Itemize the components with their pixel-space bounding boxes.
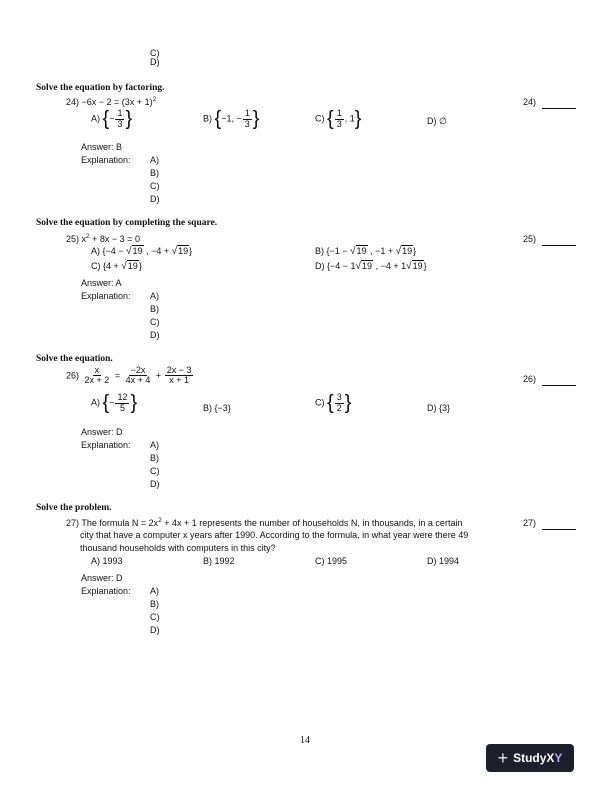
q27-answer: Answer: D xyxy=(81,573,123,583)
q24-exp-d: D) xyxy=(150,194,160,204)
q26-exp-d: D) xyxy=(150,479,160,489)
q27-exp-a: A) xyxy=(150,586,159,596)
q27-option-a: A) 1993 xyxy=(91,556,123,566)
q26-answer-blank[interactable] xyxy=(542,385,576,386)
q24-exp-b: B) xyxy=(150,168,159,178)
q24-explanation-label: Explanation: xyxy=(81,155,131,165)
q24-option-b: B) {−1, − $\frac{1}{3}$ } xyxy=(203,108,260,130)
q26-option-c: C) { $\frac{3}{2}$ } xyxy=(315,392,352,414)
top-option-d: D) xyxy=(150,57,160,67)
q25-exp-b: B) xyxy=(150,304,159,314)
section-heading-completing: Solve the equation by completing the square. xyxy=(36,218,218,228)
q24-question xyxy=(66,96,156,107)
logo-text-a: StudyX xyxy=(513,751,555,765)
section-heading-factoring: Solve the equation by factoring. xyxy=(36,83,165,93)
q27-explanation-label: Explanation: xyxy=(81,586,131,596)
q24-exponent: 2 xyxy=(152,96,157,103)
q26-exp-c: C) xyxy=(150,466,160,476)
q24-answer-blank[interactable] xyxy=(542,108,576,109)
q26-exp-b: B) xyxy=(150,453,159,463)
q25-option-d: D) {−4 − 1√19 , −4 + 1√19} xyxy=(315,261,427,272)
q25-answer-number: 25) xyxy=(523,234,537,244)
q27-answer-number: 27) xyxy=(523,518,537,528)
q27-option-b: B) 1992 xyxy=(203,556,235,566)
q24-answer-number: 24) xyxy=(523,97,537,107)
q24-option-c: C) { $\frac{1}{3}$ , 1} xyxy=(315,108,362,130)
q24-exp-c: C) xyxy=(150,181,160,191)
q25-answer: Answer: A xyxy=(81,278,122,288)
q27-option-d: D) 1994 xyxy=(427,556,460,566)
q26-exp-a: A) xyxy=(150,440,159,450)
q25-option-b: B) {−1 − √19 , −1 + √19} xyxy=(315,246,417,257)
q26-answer-number: 26) xyxy=(523,374,537,384)
q24-equation: −6x − 2 = (3x + 1) xyxy=(81,97,153,107)
q26-question: 26) $\frac{x}{2x + 2}$ = $\frac{-2x}{4x + 4}$ + $\frac{2x - 3}{x + 1}$ xyxy=(66,365,192,386)
q25-option-c: C) {4 + √19} xyxy=(91,261,142,272)
q26-answer: Answer: D xyxy=(81,427,123,437)
q24-option-a: A) {− $\frac{1}{3}$ } xyxy=(91,108,133,130)
section-heading-problem: Solve the problem. xyxy=(36,503,112,513)
studyxy-logo[interactable] xyxy=(486,744,574,772)
page-number: 14 xyxy=(300,735,310,746)
q27-answer-blank[interactable] xyxy=(542,529,576,530)
top-option-c: C) xyxy=(150,48,160,58)
q26-option-a: A) {− $\frac{12}{5}$ } xyxy=(91,392,138,414)
q27-exp-d: D) xyxy=(150,625,160,635)
q27-option-c: C) 1995 xyxy=(315,556,348,566)
q26-option-d: D) {3} xyxy=(427,403,451,413)
q27-question-line2: city that have a computer x years after 1990. According to the formula, in what year were there 49 xyxy=(80,530,469,540)
q25-explanation-label: Explanation: xyxy=(81,291,131,301)
empty-set-icon: ∅ xyxy=(439,116,447,126)
q27-question-line1: 27) The formula $N = 2x^2 + 4x + 1$ represents the number of households N, in thousands, in a certain xyxy=(66,517,463,528)
plus-icon: + xyxy=(497,747,509,768)
q27-exp-c: C) xyxy=(150,612,160,622)
q26-explanation-label: Explanation: xyxy=(81,440,131,450)
q25-exp-c: C) xyxy=(150,317,160,327)
q26-option-b: B) {−3} xyxy=(203,403,231,413)
q24-exp-a: A) xyxy=(150,155,159,165)
q25-option-a: A) {−4 − √19 , −4 + √19} xyxy=(91,246,193,257)
q24-option-d: D) ∅ xyxy=(427,116,447,126)
q27-question-line3: thousand households with computers in this city? xyxy=(80,543,276,553)
q24-number: 24) xyxy=(66,97,80,107)
q25-answer-blank[interactable] xyxy=(542,245,576,246)
q27-exp-b: B) xyxy=(150,599,159,609)
q25-exp-a: A) xyxy=(150,291,159,301)
logo-text-b: Y xyxy=(554,751,563,765)
q24-answer: Answer: B xyxy=(81,142,123,152)
section-heading-equation: Solve the equation. xyxy=(36,354,113,364)
q25-question: 25) $x^2 + 8x - 3 = 0$ xyxy=(66,233,140,244)
q25-exp-d: D) xyxy=(150,330,160,340)
